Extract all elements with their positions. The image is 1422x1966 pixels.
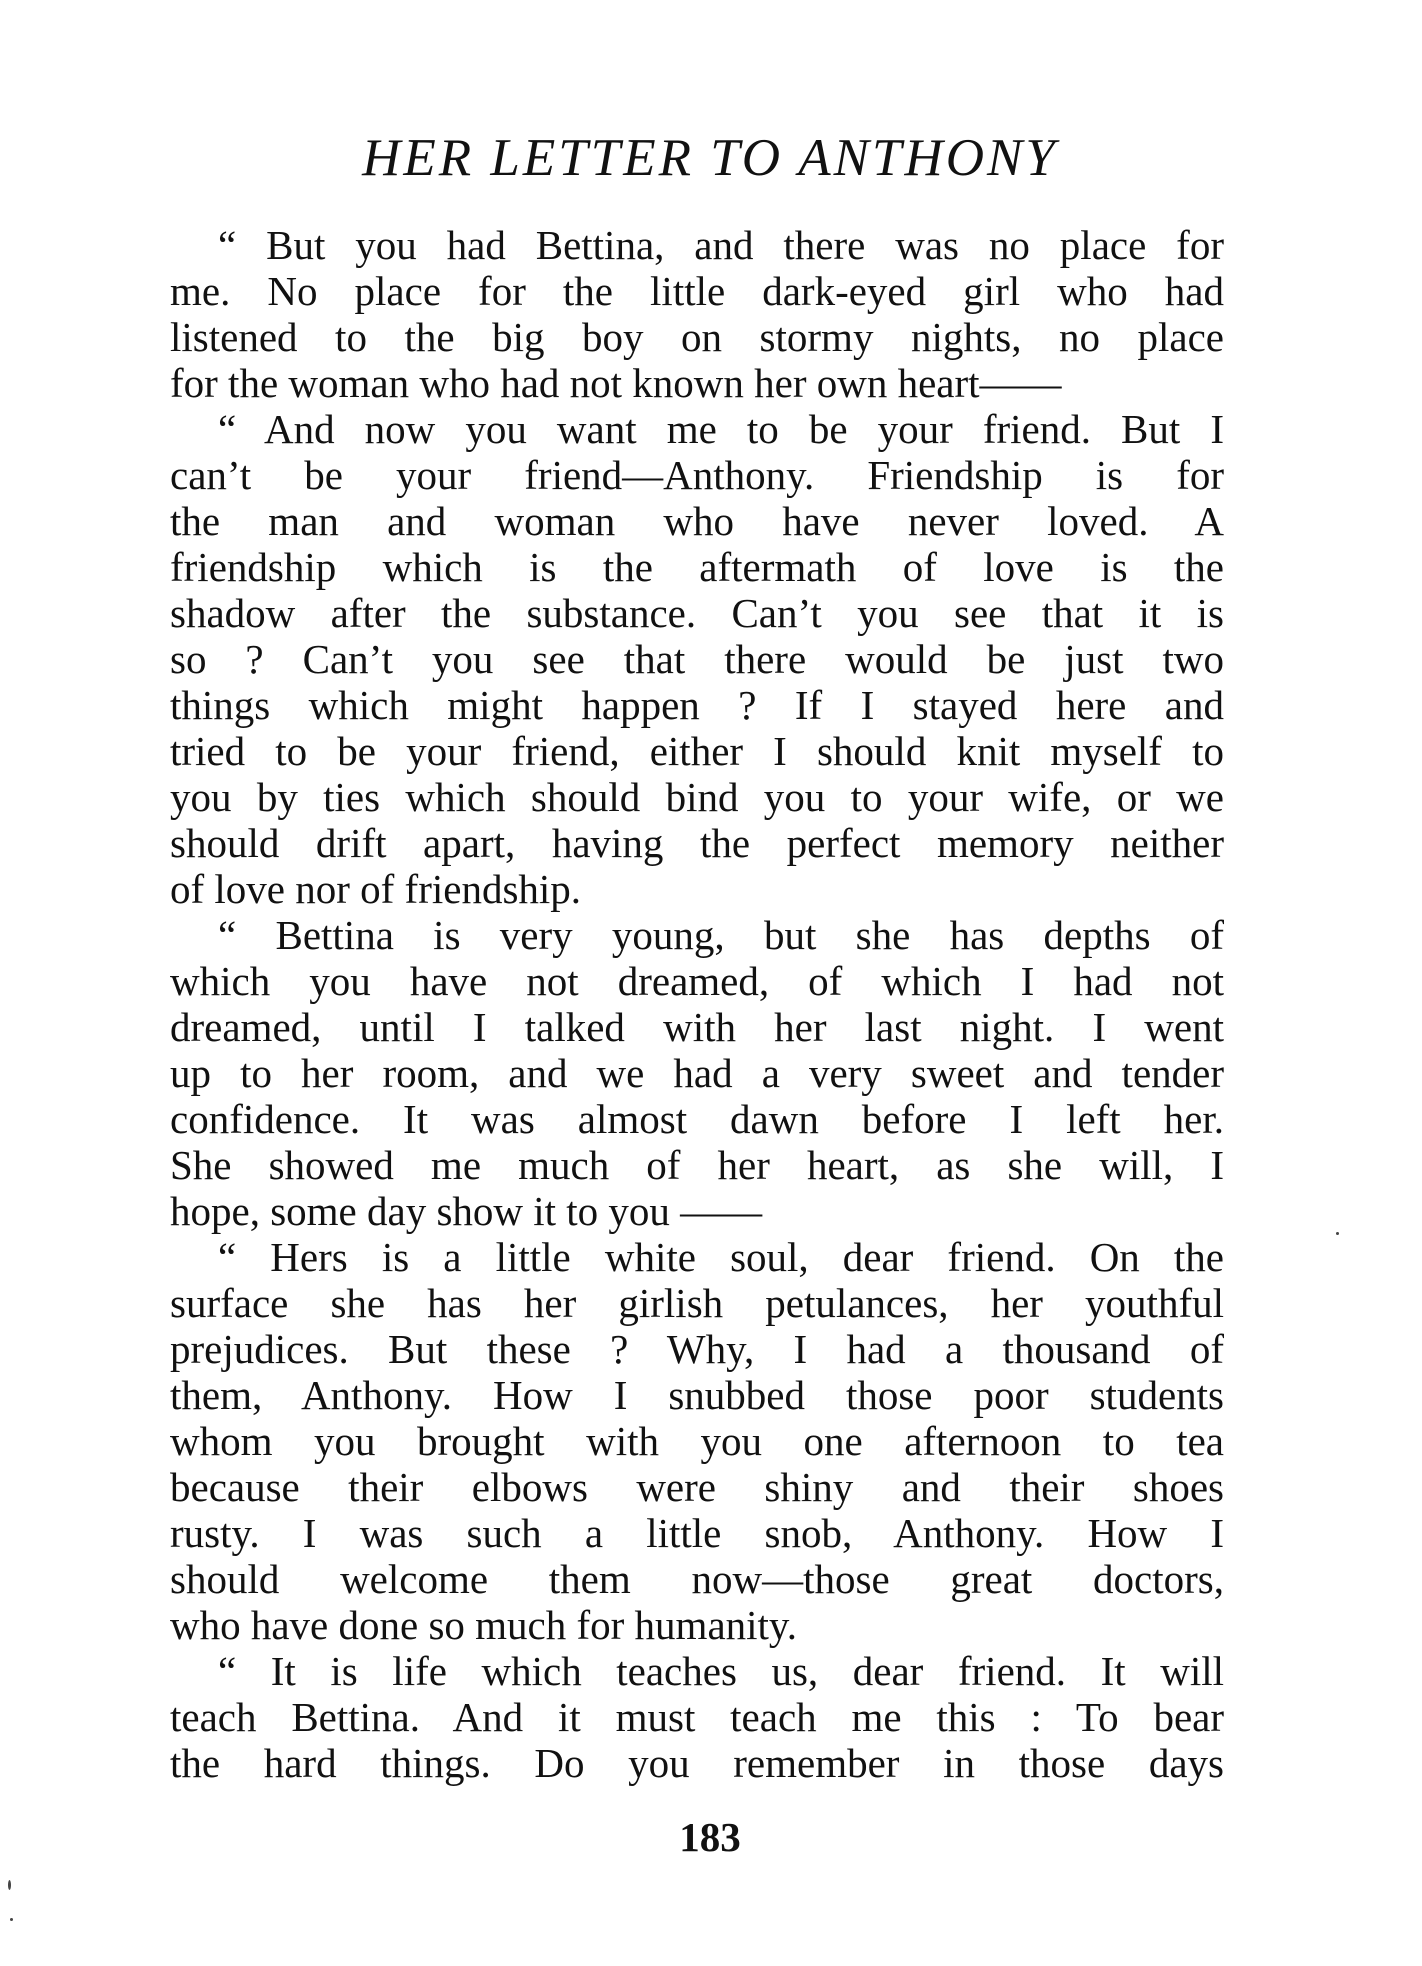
text-line: whom you brought with you one afternoon to tea [170,1418,1224,1464]
text-line: you by ties which should bind you to your wife, or we [170,774,1224,820]
text-line: can’t be your friend—Anthony. Friendship is for [170,452,1224,498]
text-line: rusty. I was such a little snob, Anthony. How I [170,1510,1224,1556]
text-line: “ But you had Bettina, and there was no place for [218,222,1224,268]
text-line: should welcome them now—those great doctors, [170,1556,1224,1602]
text-line: shadow after the substance. Can’t you see that it is [170,590,1224,636]
scan-speck [1336,1232,1339,1235]
text-line: dreamed, until I talked with her last night. I went [170,1004,1224,1050]
text-line: who have done so much for humanity. [170,1602,798,1648]
text-line: because their elbows were shiny and their shoes [170,1464,1224,1510]
text-line: up to her room, and we had a very sweet and tender [170,1050,1224,1096]
text-line: the hard things. Do you remember in those days [170,1740,1224,1786]
text-line: so ? Can’t you see that there would be just two [170,636,1224,682]
scan-speck [10,1918,13,1921]
text-line: “ Bettina is very young, but she has depths of [218,912,1224,958]
text-line: me. No place for the little dark-eyed girl who had [170,268,1224,314]
text-line: for the woman who had not known her own heart—— [170,360,1062,406]
text-line: teach Bettina. And it must teach me this : To bear [170,1694,1224,1740]
text-line: listened to the big boy on stormy nights, no place [170,314,1224,360]
text-line: She showed me much of her heart, as she will, I [170,1142,1224,1188]
text-line: surface she has her girlish petulances, her youthful [170,1280,1224,1326]
text-line: of love nor of friendship. [170,866,582,912]
text-line: confidence. It was almost dawn before I left her. [170,1096,1224,1142]
scan-speck [8,1880,11,1890]
text-line: hope, some day show it to you —— [170,1188,763,1234]
text-line: “ And now you want me to be your friend. But I [218,406,1224,452]
text-line: them, Anthony. How I snubbed those poor students [170,1372,1224,1418]
text-line: prejudices. But these ? Why, I had a thousand of [170,1326,1224,1372]
text-line: things which might happen ? If I stayed here and [170,682,1224,728]
text-line: tried to be your friend, either I should knit myself to [170,728,1224,774]
text-line: should drift apart, having the perfect memory neither [170,820,1224,866]
text-line: which you have not dreamed, of which I had not [170,958,1224,1004]
running-head: HER LETTER TO ANTHONY [362,129,1058,187]
text-line: the man and woman who have never loved. A [170,498,1224,544]
body-text [170,222,1224,1786]
page-number: 183 [679,1814,741,1860]
text-line: “ Hers is a little white soul, dear friend. On the [218,1234,1224,1280]
text-line: friendship which is the aftermath of love is the [170,544,1224,590]
text-line: “ It is life which teaches us, dear friend. It will [218,1648,1224,1694]
